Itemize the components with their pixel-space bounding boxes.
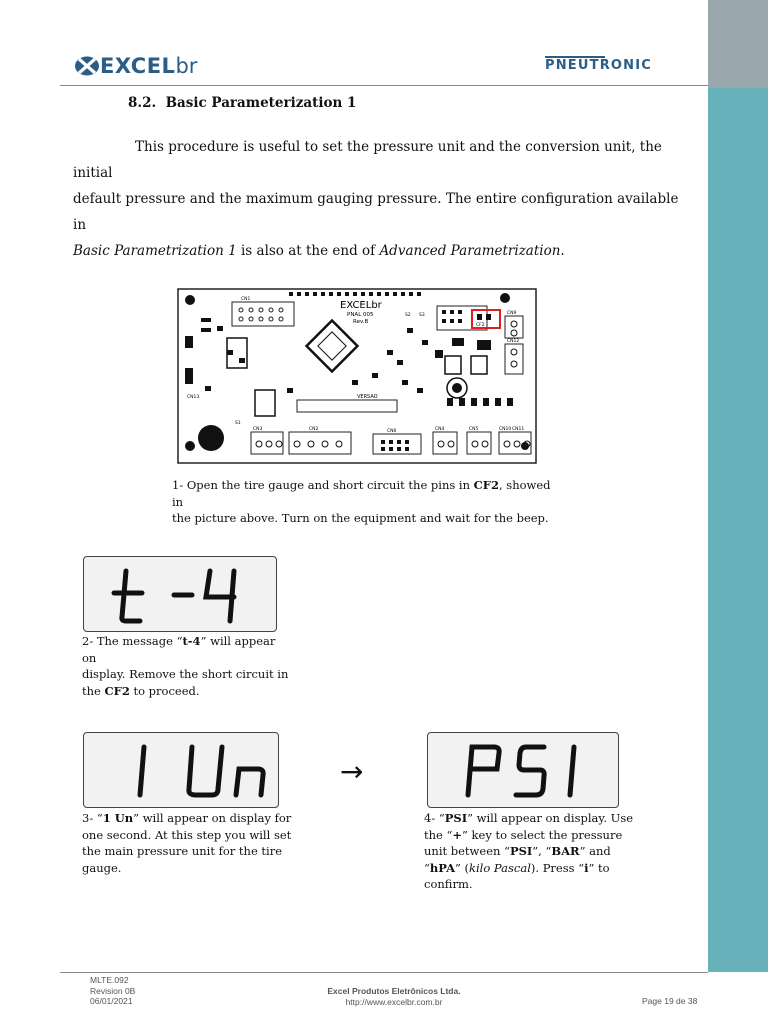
footer-doc-code: MLTE.092 [90, 975, 129, 985]
step4-line4-pre: “ [424, 860, 430, 875]
header-divider [60, 85, 708, 86]
intro-line-1: This procedure is useful to set the pressure unit and the conversion unit, the initial [73, 139, 662, 181]
step3-post: ” will appear on display for [133, 811, 292, 825]
step-4-caption [424, 810, 634, 893]
excelbr-logo [74, 52, 197, 80]
lcd-display-1un [83, 732, 279, 808]
step3-line4: gauge. [82, 860, 122, 875]
footer-date: 06/01/2021 [90, 996, 133, 1006]
pcb-label-s2: S2 [405, 313, 411, 318]
step2-pre: 2- The message “ [82, 634, 183, 648]
intro-line-2: default pressure and the maximum gauging pressure. The entire configuration available in [73, 191, 679, 233]
mount-hole [185, 441, 195, 451]
logo-word: EXCEL [100, 54, 176, 78]
mount-hole [500, 293, 510, 303]
step4-i: i [584, 860, 589, 875]
step1-line2: the picture above. Turn on the equipment and wait for the beep. [172, 511, 549, 525]
pcb-label-cn12: CN12 [507, 339, 520, 344]
step4-psi: PSI [509, 844, 533, 858]
pcb-diagram [177, 288, 537, 464]
section-heading [128, 95, 356, 111]
step4-bold: PSI [444, 811, 468, 825]
pcb-label-versao: VERSAO [357, 394, 378, 400]
lcd-digits-psi [468, 747, 574, 795]
pcb-label-cf2: CF2 [476, 323, 485, 328]
intro-paragraph [73, 134, 693, 264]
lcd-display-t4 [83, 556, 277, 632]
step4-line3-mid: ”, “ [532, 844, 552, 858]
intro-line-3: is also at the end of [236, 243, 380, 259]
pcb-label-cn6: CN6 [387, 429, 397, 434]
logo-suffix: br [175, 54, 198, 78]
step2-line3-pre: the [82, 683, 105, 698]
step1-bold: CF2 [473, 478, 499, 492]
footer-divider [60, 972, 708, 973]
step3-bold: 1 Un [102, 811, 134, 825]
step4-bar: BAR [551, 844, 580, 858]
footer-page: Page 19 de 38 [642, 996, 698, 1006]
step-3-caption [82, 810, 292, 876]
footer-url[interactable]: http://www.excelbr.com.br [345, 996, 443, 1007]
section-title: Basic Parameterization 1 [165, 95, 357, 111]
lcd-digits-t4 [114, 571, 234, 621]
footer-revision: Revision 0B [90, 985, 136, 996]
step4-line4-mid: ” ( [455, 860, 470, 875]
footer-company: Excel Produtos Eletrônicos Ltda. [327, 986, 461, 996]
pcb-label-cn5: CN5 [469, 427, 479, 432]
arrow-icon: → [340, 755, 364, 788]
intro-italic-1: Basic Parametrization 1 [73, 243, 237, 259]
buzzer [198, 425, 224, 451]
pcb-label-cn4: CN4 [435, 427, 445, 432]
step2-line3-post: to proceed. [129, 683, 200, 698]
step-2-caption [82, 633, 292, 699]
pcb-label-s3: S3 [419, 313, 425, 318]
step4-line2-post: ” key to select the pressure [462, 827, 623, 842]
step1-text-2: , showed in [172, 478, 551, 509]
step4-line4-post: ” to [588, 860, 610, 875]
step3-line3: the main pressure unit for the tire [82, 844, 283, 858]
section-number: 8.2. [128, 95, 157, 111]
step2-line2: display. Remove the short circuit in [82, 667, 289, 681]
pcb-label-cn3: CN3 [253, 427, 263, 432]
pcb-label-cn13: CN13 [187, 395, 200, 400]
step4-hpa: hPA [429, 860, 455, 875]
pneutronic-logo [545, 54, 705, 76]
pcb-label-s1: S1 [235, 421, 241, 426]
step4-line3-post: ” and [579, 844, 611, 858]
step4-line3-pre: unit between “ [424, 844, 510, 858]
step3-line2: one second. At this step you will set [82, 827, 292, 842]
intro-italic-2: Advanced Parametrization [379, 243, 561, 259]
step2-cf2: CF2 [104, 683, 130, 698]
step2-post: ” will appear on [82, 634, 276, 665]
mount-hole [185, 295, 195, 305]
pcb-model: PNAL 005 [347, 312, 374, 318]
pneutronic-word: PNEUTRONIC [545, 58, 653, 73]
lcd-digits-1un [140, 747, 263, 795]
intro-end: . [560, 243, 565, 259]
step2-bold: t-4 [182, 634, 201, 648]
pcb-label-cn11: CN11 [512, 427, 525, 432]
pcb-label-cn9: CN9 [507, 311, 517, 316]
step4-kilo: kilo Pascal [469, 860, 531, 875]
pcb-label-cn1: CN1 [241, 297, 251, 302]
step4-pre: 4- “ [424, 811, 445, 825]
step-1-caption [172, 477, 552, 527]
pcb-label-cn10: CN10 [499, 427, 512, 432]
excelbr-logo-icon [74, 55, 100, 77]
pcb-brand: EXCELbr [340, 300, 382, 311]
pcb-rev: Rev.B [353, 319, 369, 325]
step4-plus: + [452, 827, 463, 842]
step4-post: ” will appear on display. Use [467, 811, 634, 825]
step4-line5: confirm. [424, 877, 473, 891]
step3-pre: 3- “ [82, 811, 103, 825]
step4-line4-mid2: ). Press “ [530, 860, 585, 875]
sidebar-top-band [708, 0, 768, 88]
pcb-label-cn2: CN2 [309, 427, 319, 432]
step1-text: 1- Open the tire gauge and short circuit the pins in [172, 478, 474, 492]
lcd-display-psi [427, 732, 619, 808]
sidebar-band [708, 88, 768, 972]
step4-line2-pre: the “ [424, 827, 453, 842]
